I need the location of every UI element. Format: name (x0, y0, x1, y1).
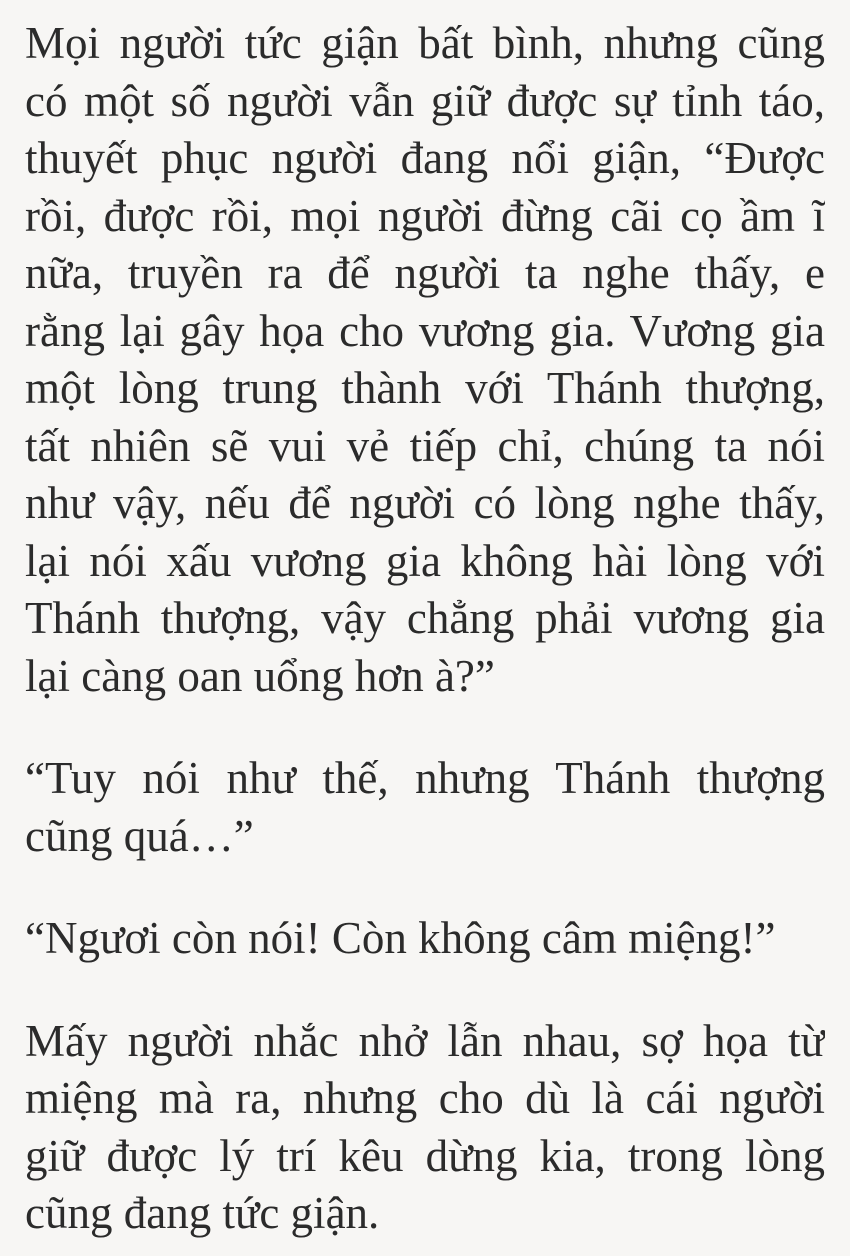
paragraph (25, 910, 825, 968)
text-body (25, 15, 825, 1243)
text-line: miệng mà ra, nhưng cho dù là cái người (25, 1073, 825, 1123)
text-line: có một số người vẫn giữ được sự tỉnh táo, (25, 75, 825, 126)
text-line: một lòng trung thành với Thánh thượng, (25, 363, 825, 413)
text-line: rằng lại gây họa cho vương gia. Vương gia (25, 305, 825, 356)
text-line: giữ được lý trí kêu dừng kia, trong lòng (25, 1130, 825, 1181)
text-line: nữa, truyền ra để người ta nghe thấy, e (25, 248, 825, 298)
text-line: “Tuy nói như thế, nhưng Thánh thượng (25, 753, 825, 803)
text-line: Thánh thượng, vậy chẳng phải vương gia (25, 593, 825, 643)
text-line: cũng quá…” (25, 810, 254, 861)
paragraph (25, 750, 825, 865)
text-line: lại nói xấu vương gia không hài lòng với (25, 535, 825, 586)
text-line: như vậy, nếu để người có lòng nghe thấy, (25, 478, 825, 528)
text-line: Mọi người tức giận bất bình, nhưng cũng (25, 18, 825, 68)
text-line: cũng đang tức giận. (25, 1188, 380, 1238)
text-line: rồi, được rồi, mọi người đừng cãi cọ ầm ĩ (25, 190, 825, 241)
text-line: tất nhiên sẽ vui vẻ tiếp chỉ, chúng ta nói (25, 420, 825, 471)
text-line: thuyết phục người đang nổi giận, “Được (25, 133, 825, 183)
paragraph (25, 1013, 825, 1243)
text-line: lại càng oan uổng hơn à?” (25, 650, 495, 701)
paragraph (25, 15, 825, 705)
text-line: Mấy người nhắc nhở lẫn nhau, sợ họa từ (25, 1015, 825, 1066)
text-line: “Ngươi còn nói! Còn không câm miệng!” (25, 913, 776, 963)
